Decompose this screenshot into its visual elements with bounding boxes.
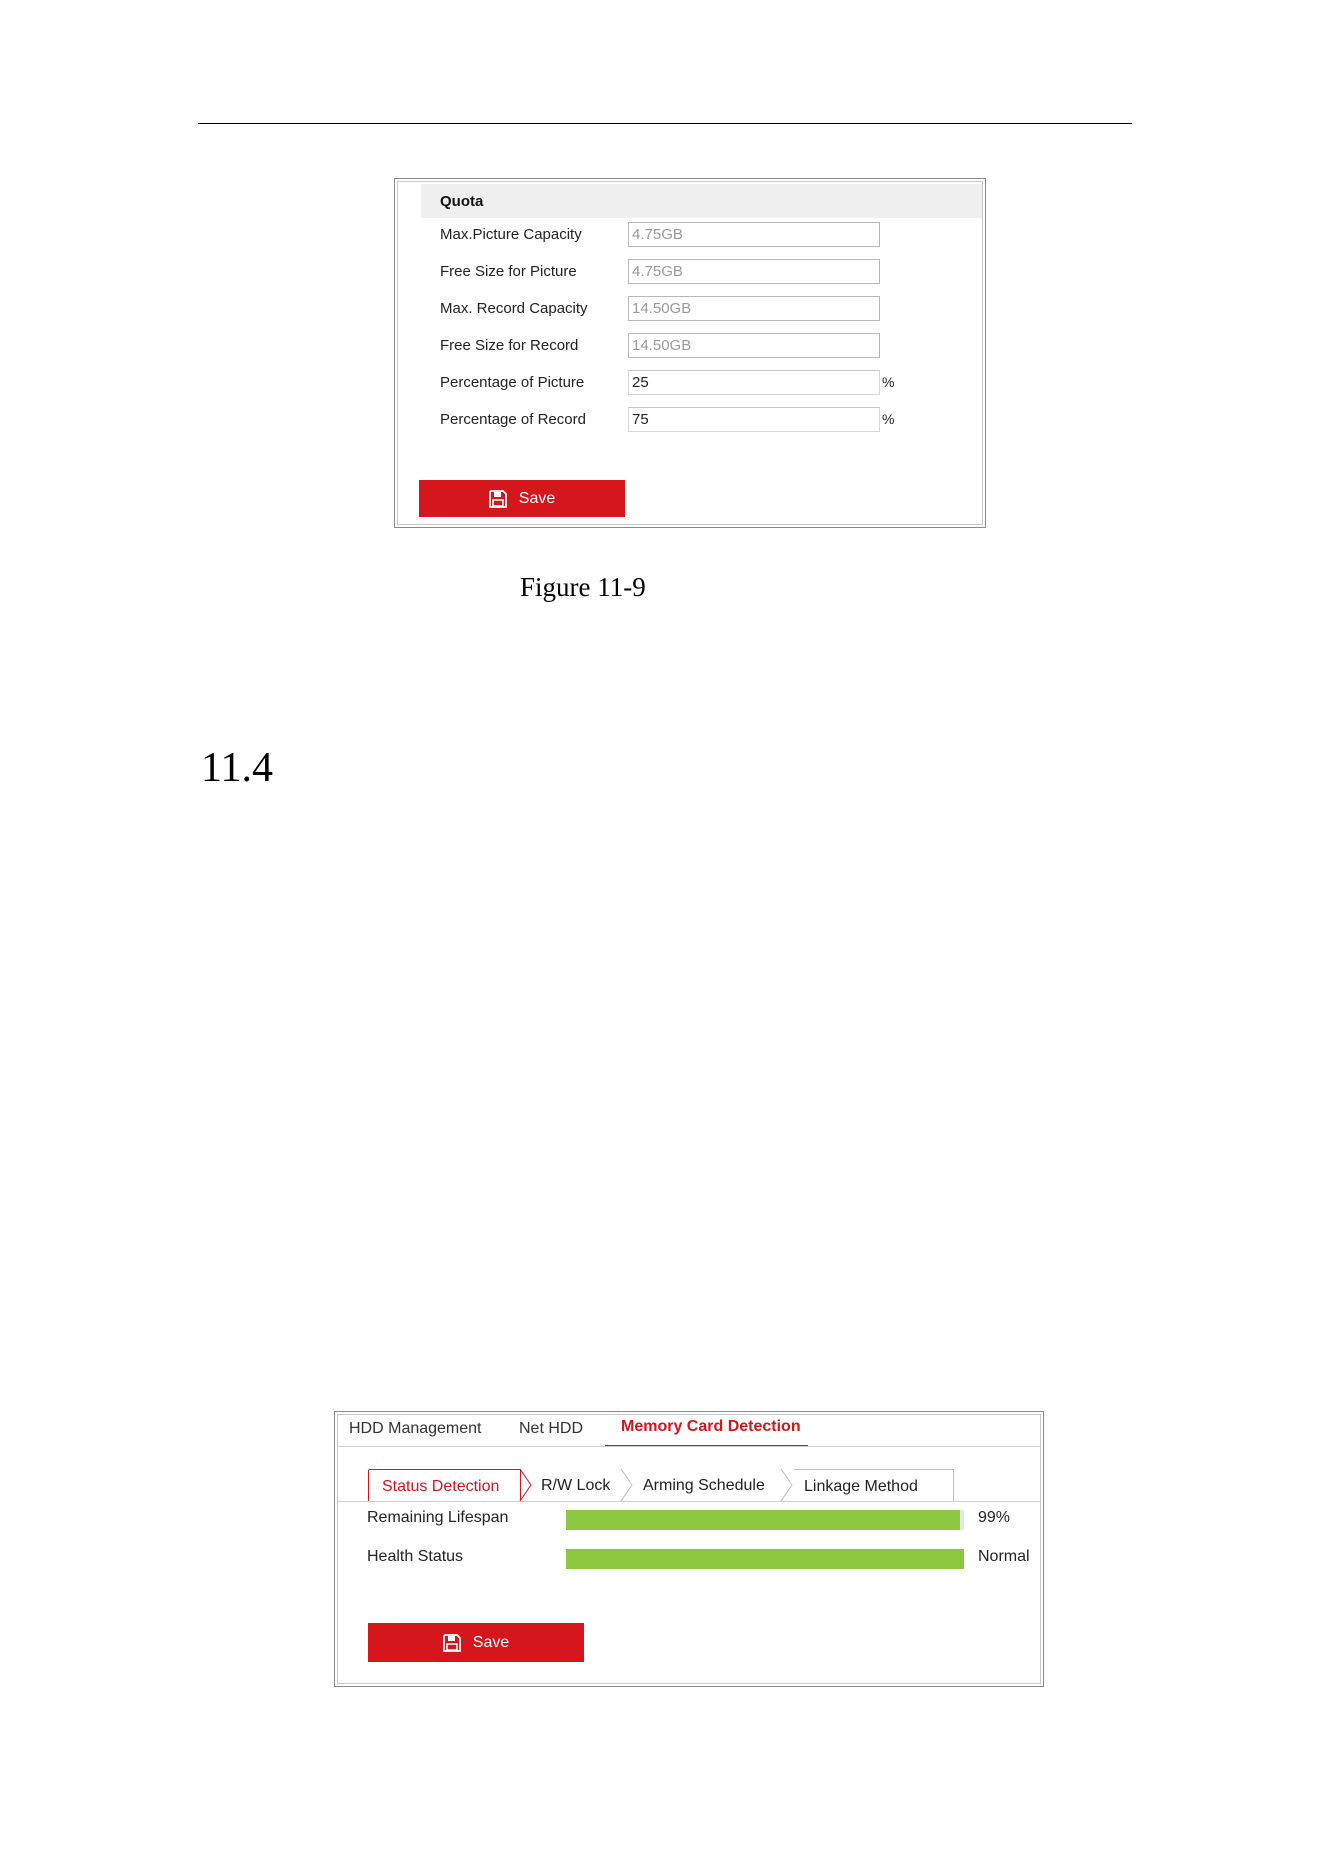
percentage-picture-label: Percentage of Picture [440,374,585,391]
figure-caption: Figure 11-9 [520,572,646,602]
percentage-record-unit: % [882,411,895,427]
quota-save-button[interactable] [419,480,625,517]
remaining-lifespan-value: 99% [978,1509,1011,1526]
max-record-capacity-label: Max. Record Capacity [440,300,588,317]
subtab-rw-lock[interactable] [533,1469,613,1502]
quota-row-free-size-picture [395,259,985,285]
max-record-capacity-field [628,296,880,321]
memory-card-save-button[interactable] [368,1623,584,1662]
max-picture-capacity-label: Max.Picture Capacity [440,226,582,243]
remaining-lifespan-bar-fill [566,1510,960,1530]
subtab-bar-divider [338,1501,1040,1502]
quota-row-percentage-record [395,407,985,433]
subtab-separator-chevron-3 [780,1469,794,1501]
quota-row-max-record-capacity [395,296,985,322]
tab-net-hdd[interactable] [519,1412,591,1446]
quota-row-percentage-picture [395,370,985,396]
free-size-record-field [628,333,880,358]
remaining-lifespan-bar [566,1510,964,1530]
percentage-picture-input[interactable] [628,370,880,395]
subtab-rw-lock-label: R/W Lock [541,1477,611,1494]
floppy-disk-icon [443,1634,461,1652]
free-size-picture-label: Free Size for Picture [440,263,577,280]
health-status-bar [566,1549,964,1569]
free-size-picture-field [628,259,880,284]
quota-title: Quota [440,193,484,210]
quota-save-label: Save [518,489,556,507]
memory-card-save-label: Save [472,1633,510,1651]
subtab-status-detection-label: Status Detection [382,1478,500,1495]
tab-hdd-management[interactable] [349,1412,489,1446]
tab-net-hdd-label: Net HDD [519,1420,584,1437]
tab-bar-divider [338,1446,1040,1447]
subtab-linkage-method-label: Linkage Method [804,1478,918,1495]
quota-row-max-picture-capacity [395,222,985,248]
percentage-picture-unit: % [882,374,895,390]
percentage-record-label: Percentage of Record [440,411,586,428]
free-size-record-label: Free Size for Record [440,337,579,354]
quota-panel [394,178,986,528]
subtab-separator-chevron-1 [519,1469,533,1501]
health-status-value: Normal [978,1548,1030,1565]
subtab-separator-chevron-2 [620,1469,634,1501]
tab-hdd-management-label: HDD Management [349,1420,482,1437]
page-header-rule [198,123,1132,124]
subtab-arming-schedule-label: Arming Schedule [643,1477,765,1494]
tab-memory-card-detection-label: Memory Card Detection [621,1418,801,1435]
quota-header [421,184,982,218]
memory-card-panel [334,1411,1044,1687]
remaining-lifespan-label: Remaining Lifespan [367,1509,509,1526]
health-status-label: Health Status [367,1548,464,1565]
max-picture-capacity-field [628,222,880,247]
subtab-status-detection[interactable] [368,1469,521,1502]
health-status-bar-fill [566,1549,964,1569]
subtab-arming-schedule[interactable] [635,1469,765,1502]
floppy-disk-icon [489,490,507,508]
section-number: 11.4 [201,745,273,791]
subtab-linkage-method[interactable] [794,1469,954,1502]
tab-memory-card-detection[interactable] [605,1412,808,1446]
quota-row-free-size-record [395,333,985,359]
percentage-record-input[interactable] [628,407,880,432]
